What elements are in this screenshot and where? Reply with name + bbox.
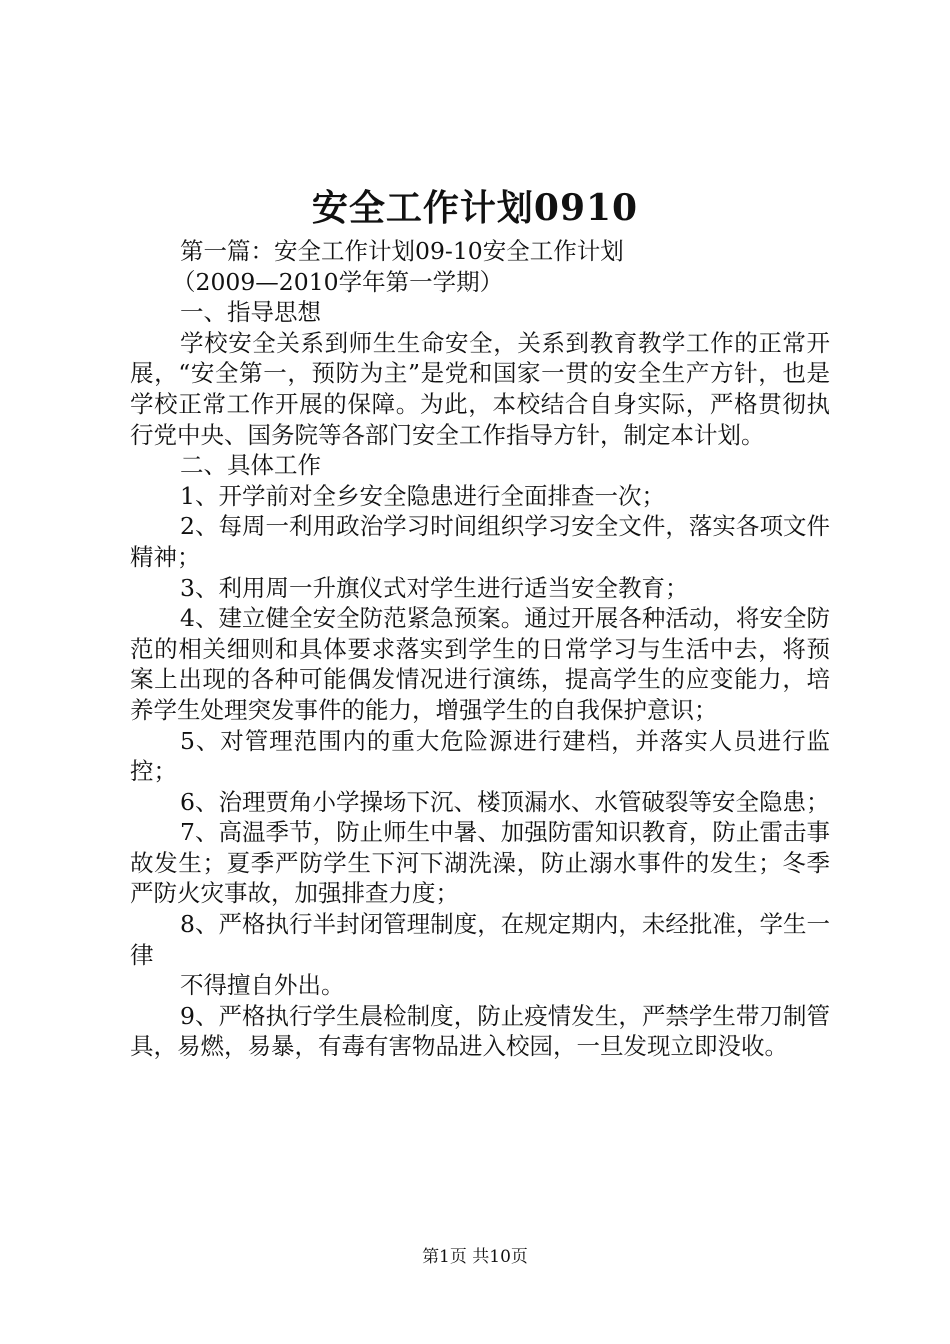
document-body xyxy=(130,236,830,1062)
document-title: 安全工作计划0910 xyxy=(311,187,639,229)
list-item-1: 1、开学前对全乡安全隐患进行全面排查一次； xyxy=(180,481,665,510)
list-item-3: 3、利用周一升旗仪式对学生进行适当安全教育； xyxy=(180,573,689,602)
list-item-2: 2、每周一利用政治学习时间组织学习安全文件，落实各项文件精神； xyxy=(130,512,830,571)
paragraph-guiding-ideology: 学校安全关系到师生生命安全，关系到教育教学工作的正常开展，“安全第一，预防为主”是党和国家一贯的安全生产方针，也是学校正常工作开展的保障。为此，本校结合自身实际，严格贯彻执行党中央、国务院等各部门安全工作指导方针，制定本计划。 xyxy=(130,328,830,449)
section-heading-specific-work: 二、具体工作 xyxy=(180,451,321,480)
list-item-4: 4、建立健全安全防范紧急预案。通过开展各种活动，将安全防范的相关细则和具体要求落实到学生的日常学习与生活中去，将预案上出现的各种可能偶发情况进行演练，提高学生的应变能力，培养学生处理突发事件的能力，增强学生的自我保护意识； xyxy=(130,604,830,724)
list-item-6: 6、治理贾角小学操场下沉、楼顶漏水、水管破裂等安全隐患； xyxy=(180,787,830,816)
section-heading-first: 第一篇：安全工作计划09-10安全工作计划 xyxy=(180,237,624,265)
section-heading-guiding-ideology: 一、指导思想 xyxy=(180,298,321,327)
page-footer: 第1页 共10页 xyxy=(422,1247,528,1267)
list-item-8: 8、严格执行半封闭管理制度，在规定期内，未经批准，学生一律 xyxy=(130,910,830,969)
list-item-7: 7、高温季节，防止师生中暑、加强防雷知识教育，防止雷击事故发生；夏季严防学生下河下湖洗澡，防止溺水事件的发生；冬季严防火灾事故，加强排查力度； xyxy=(130,818,830,908)
school-term-subtitle: （2009—2010学年第一学期） xyxy=(172,267,504,296)
list-item-8-continued: 不得擅自外出。 xyxy=(180,971,345,1000)
list-item-5: 5、对管理范围内的重大危险源进行建档，并落实人员进行监控； xyxy=(130,726,830,786)
list-item-9: 9、严格执行学生晨检制度，防止疫情发生，严禁学生带刀制管具，易燃，易暴，有毒有害物品进入校园，一旦发现立即没收。 xyxy=(130,1001,830,1061)
